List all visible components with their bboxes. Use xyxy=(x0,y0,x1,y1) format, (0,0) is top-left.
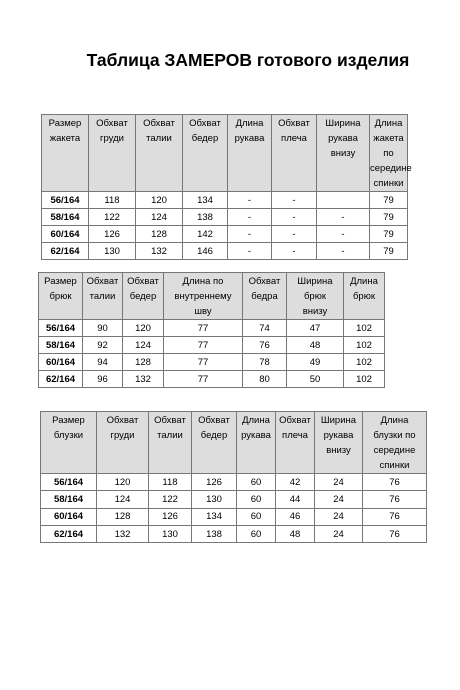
table-cell: 49 xyxy=(287,354,344,371)
table-cell: 77 xyxy=(164,354,243,371)
table-cell: 130 xyxy=(192,491,237,508)
table-cell: 79 xyxy=(370,209,408,226)
table-cell: 96 xyxy=(83,371,123,388)
table-cell: - xyxy=(272,192,317,209)
blouse-measurements-table xyxy=(40,411,427,543)
table-cell: 76 xyxy=(363,525,427,542)
table-cell: 60 xyxy=(237,508,276,525)
table-cell: - xyxy=(317,226,370,243)
size-cell: 62/164 xyxy=(41,525,97,542)
header-cell xyxy=(228,115,272,192)
header-text: Обхват груди xyxy=(106,415,139,441)
header-cell xyxy=(192,412,237,474)
header-text: Обхват талии xyxy=(86,276,119,302)
page-title: Таблица ЗАМЕРОВ готового изделия xyxy=(86,50,410,70)
table-cell: 120 xyxy=(136,192,183,209)
table-cell: 124 xyxy=(136,209,183,226)
table-cell: 102 xyxy=(344,320,385,337)
table-cell: 124 xyxy=(123,337,164,354)
table-row xyxy=(41,491,427,508)
table-row xyxy=(39,371,385,388)
size-cell: 60/164 xyxy=(39,354,83,371)
table-cell: 102 xyxy=(344,337,385,354)
table-cell: 76 xyxy=(363,491,427,508)
size-cell: 56/164 xyxy=(42,192,89,209)
table-cell: 134 xyxy=(192,508,237,525)
table-cell: 132 xyxy=(97,525,149,542)
table-cell: - xyxy=(272,243,317,260)
jacket-measurements-table xyxy=(41,114,412,260)
table-cell: 128 xyxy=(123,354,164,371)
table-cell: - xyxy=(228,209,272,226)
table-cell: 128 xyxy=(136,226,183,243)
table-cell: 24 xyxy=(315,525,363,542)
table-cell: 24 xyxy=(315,474,363,491)
header-cell xyxy=(317,115,370,192)
header-row xyxy=(41,412,427,474)
table-cell: 78 xyxy=(243,354,287,371)
header-text: Обхват бедер xyxy=(198,415,230,441)
header-text: Длина брюк xyxy=(350,276,378,302)
size-cell: 58/164 xyxy=(42,209,89,226)
header-text: Длина блузки по середине спинки xyxy=(373,415,416,471)
header-cell xyxy=(183,115,228,192)
table-cell: 79 xyxy=(370,226,408,243)
size-cell: 60/164 xyxy=(41,508,97,525)
table-cell: 102 xyxy=(344,371,385,388)
header-cell xyxy=(164,273,243,320)
header-cell xyxy=(136,115,183,192)
table-cell: 138 xyxy=(192,525,237,542)
header-cell xyxy=(41,412,97,474)
header-cell xyxy=(363,412,427,474)
table-row xyxy=(42,192,408,209)
table-cell: - xyxy=(317,243,370,260)
table-cell: 77 xyxy=(164,320,243,337)
table-cell: 130 xyxy=(89,243,136,260)
header-text: Обхват груди xyxy=(96,118,128,144)
header-cell xyxy=(237,412,276,474)
table-cell: 124 xyxy=(97,491,149,508)
table-cell: 46 xyxy=(276,508,315,525)
table-cell xyxy=(317,192,370,209)
header-cell xyxy=(276,412,315,474)
header-text: Обхват талии xyxy=(154,415,186,441)
header-cell xyxy=(287,273,344,320)
table-row xyxy=(39,320,385,337)
table-cell: 60 xyxy=(237,474,276,491)
table-cell: 42 xyxy=(276,474,315,491)
table-cell: 132 xyxy=(123,371,164,388)
table-row xyxy=(41,525,427,542)
table-cell: 132 xyxy=(136,243,183,260)
table-cell: 76 xyxy=(363,474,427,491)
table-cell: 24 xyxy=(315,491,363,508)
header-text: Ширина брюк внизу xyxy=(297,276,333,317)
table-cell: 122 xyxy=(89,209,136,226)
table-row xyxy=(39,337,385,354)
header-text: Ширина рукава внизу xyxy=(325,118,361,159)
table-cell: 134 xyxy=(183,192,228,209)
table-cell: - xyxy=(272,226,317,243)
header-text: Размер жакета xyxy=(48,118,82,144)
table-cell: 80 xyxy=(243,371,287,388)
table-cell: 50 xyxy=(287,371,344,388)
header-text: Обхват бедер xyxy=(127,276,159,302)
header-cell xyxy=(315,412,363,474)
table-cell: 122 xyxy=(149,491,192,508)
header-text: Обхват бедра xyxy=(248,276,281,302)
table-cell: 24 xyxy=(315,508,363,525)
table-cell: 90 xyxy=(83,320,123,337)
table-cell: 92 xyxy=(83,337,123,354)
trousers-measurements-table xyxy=(38,272,385,388)
header-row xyxy=(39,273,385,320)
header-text: Размер брюк xyxy=(44,276,77,302)
table-row xyxy=(42,226,408,243)
table-cell: 118 xyxy=(89,192,136,209)
header-text: Длина по внутреннему шву xyxy=(174,276,232,317)
header-cell xyxy=(149,412,192,474)
header-cell xyxy=(42,115,89,192)
table-cell: 120 xyxy=(97,474,149,491)
header-cell xyxy=(370,115,412,192)
size-cell: 62/164 xyxy=(42,243,89,260)
header-text: Обхват плеча xyxy=(279,415,311,441)
table-cell: 48 xyxy=(287,337,344,354)
size-cell: 56/164 xyxy=(39,320,83,337)
table-cell: 76 xyxy=(243,337,287,354)
table-cell: 44 xyxy=(276,491,315,508)
header-cell xyxy=(89,115,136,192)
table-cell: 77 xyxy=(164,371,243,388)
table-cell: 102 xyxy=(344,354,385,371)
table-cell: 128 xyxy=(97,508,149,525)
table-cell: 126 xyxy=(149,508,192,525)
table-cell: 146 xyxy=(183,243,228,260)
header-text: Размер блузки xyxy=(52,415,85,441)
table-cell: 47 xyxy=(287,320,344,337)
table-row xyxy=(41,508,427,525)
header-cell xyxy=(97,412,149,474)
table-cell: - xyxy=(317,209,370,226)
header-text: Длина рукава xyxy=(241,415,271,441)
header-cell xyxy=(243,273,287,320)
table-cell: 126 xyxy=(89,226,136,243)
size-cell: 62/164 xyxy=(39,371,83,388)
header-text: Длина жакета по середине спинки xyxy=(370,118,412,189)
header-text: Ширина рукава внизу xyxy=(320,415,357,456)
header-text: Обхват плеча xyxy=(278,118,310,144)
table-cell: - xyxy=(228,243,272,260)
size-cell: 58/164 xyxy=(39,337,83,354)
header-cell xyxy=(83,273,123,320)
header-cell xyxy=(344,273,385,320)
table-cell: - xyxy=(272,209,317,226)
table-cell: 74 xyxy=(243,320,287,337)
header-text: Обхват талии xyxy=(143,118,175,144)
size-cell: 58/164 xyxy=(41,491,97,508)
size-cell: 56/164 xyxy=(41,474,97,491)
table-cell: 60 xyxy=(237,491,276,508)
header-row xyxy=(42,115,408,192)
table-cell: 77 xyxy=(164,337,243,354)
table-cell: - xyxy=(228,192,272,209)
header-cell xyxy=(123,273,164,320)
header-text: Длина рукава xyxy=(234,118,265,144)
table-cell: 48 xyxy=(276,525,315,542)
header-cell xyxy=(39,273,83,320)
size-cell: 60/164 xyxy=(42,226,89,243)
header-text: Обхват бедер xyxy=(189,118,221,144)
table-row xyxy=(42,243,408,260)
table-cell: 142 xyxy=(183,226,228,243)
table-cell: 120 xyxy=(123,320,164,337)
table-cell: 79 xyxy=(370,192,408,209)
table-cell: 60 xyxy=(237,525,276,542)
table-cell: 126 xyxy=(192,474,237,491)
header-cell xyxy=(272,115,317,192)
table-row xyxy=(42,209,408,226)
table-cell: 76 xyxy=(363,508,427,525)
table-cell: 138 xyxy=(183,209,228,226)
table-row xyxy=(39,354,385,371)
table-cell: 118 xyxy=(149,474,192,491)
table-cell: - xyxy=(228,226,272,243)
table-cell: 130 xyxy=(149,525,192,542)
table-cell: 79 xyxy=(370,243,408,260)
table-cell: 94 xyxy=(83,354,123,371)
table-row xyxy=(41,474,427,491)
